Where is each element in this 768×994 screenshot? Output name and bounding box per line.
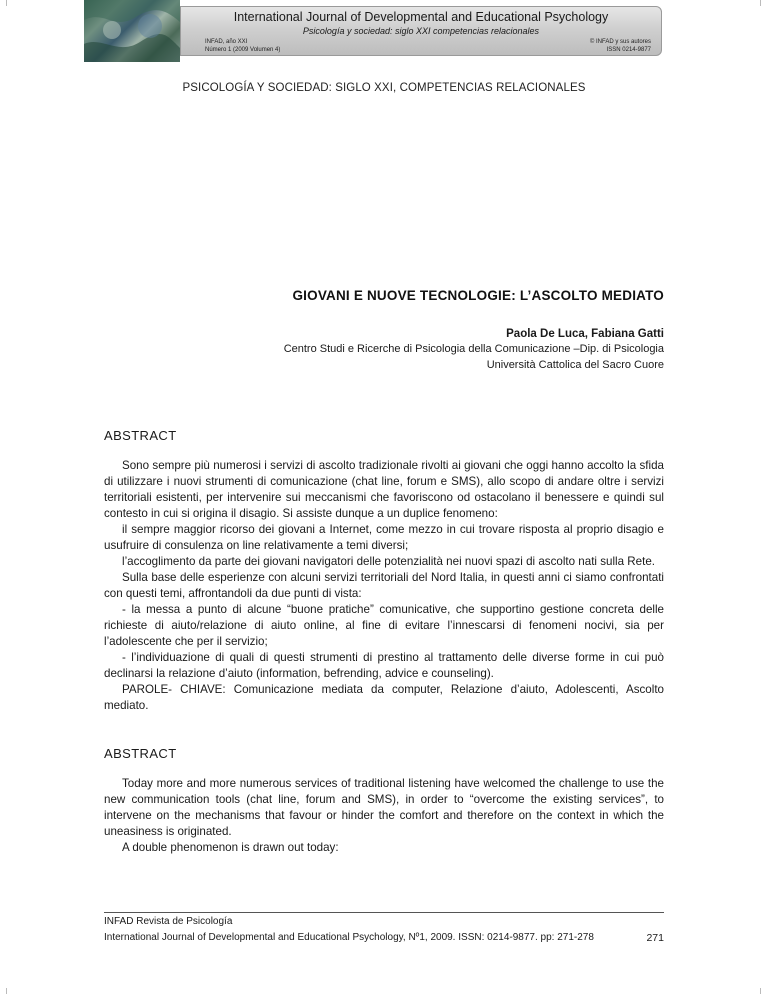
affiliation-line-2: Università Cattolica del Sacro Cuore <box>486 359 664 371</box>
abstract-paragraph: Today more and more numerous services of traditional listening have welcomed the challenge to use the new communication tools (chat line, forum and SMS), in order to “overcome the existing services”, to intervene on the mechanisms that favour or hinder the comfort and therefore on the context in which the uneasiness is originated. <box>104 777 664 838</box>
abstract-heading-en: ABSTRACT <box>104 746 177 761</box>
rights-line-2: ISSN 0214-9877 <box>606 47 651 53</box>
issue-line-1: INFAD, año XXI <box>205 39 248 45</box>
footer-journal-line: INFAD Revista de Psicología <box>104 916 233 927</box>
journal-subtitle: Psicología y sociedad: siglo XXI competencias relacionales <box>302 26 540 36</box>
abstract-paragraph: - la messa a punto di alcune “buone pratiche” comunicative, che supportino gestione concreta delle richieste di aiuto/relazione di aiuto online, al fine di evitare l’innescarsi di fenomeni nocivi, sia per l’adolescente che per il servizio; <box>104 603 664 648</box>
keywords: PAROLE- CHIAVE: Comunicazione mediata da computer, Relazione d’aiuto, Adolescenti, Ascolto mediato. <box>104 683 664 712</box>
crop-mark <box>6 0 7 6</box>
crop-mark <box>760 988 761 994</box>
abstract-paragraph: l’accoglimento da parte dei giovani navigatori delle potenzialità nei nuovi spazi di ascolto nati sulla Rete. <box>122 555 655 568</box>
crop-mark <box>6 988 7 994</box>
abstract-heading-it: ABSTRACT <box>104 428 177 443</box>
article-authors: Paola De Luca, Fabiana Gatti <box>506 328 664 340</box>
abstract-paragraph: Sono sempre più numerosi i servizi di ascolto tradizionale rivolti ai giovani che oggi hanno accolto la sfida di utilizzare i nuovi strumenti di comunicazione (chat line, forum e SMS), allo scopo di andare oltre i servizi territoriali esistenti, per intervenire sui meccanismi che favoriscono od ostacolano il benessere e quindi sul contesto in cui si origina il disagio. Si assiste dunque a un duplice fenomeno: <box>104 459 664 520</box>
affiliation-line-1: Centro Studi e Ricerche di Psicologia della Comunicazione –Dip. di Psicologia <box>283 343 664 355</box>
section-heading: PSICOLOGÍA Y SOCIEDAD: SIGLO XXI, COMPETENCIAS RELACIONALES <box>182 82 586 94</box>
rights-line-1: © INFAD y sus autores <box>589 39 651 45</box>
abstract-paragraph: - l’individuazione di quali di questi strumenti di prestino al trattamento delle diverse forme in cui può declinarsi la relazione d’aiuto (information, befrending, advice e counseling). <box>104 651 664 680</box>
abstract-paragraph: A double phenomenon is drawn out today: <box>122 841 339 854</box>
abstract-paragraph: Sulla base delle esperienze con alcuni servizi territoriali del Nord Italia, in questi anni ci siamo confrontati con questi temi, affrontandoli da due punti di vista: <box>104 571 664 600</box>
footer-citation-line: International Journal of Developmental and Educational Psychology, Nº1, 2009. ISSN: 0214-9877. pp: 271-278 <box>104 932 594 943</box>
journal-title-bar <box>180 6 662 56</box>
abstract-paragraph: il sempre maggior ricorso dei giovani a Internet, come mezzo in cui trovare risposta al proprio disagio e usufruire di consulenza on line relativamente a temi diversi; <box>104 523 664 552</box>
abstract-body-en <box>104 776 664 856</box>
cover-image <box>84 0 180 62</box>
crop-mark <box>760 0 761 6</box>
issue-line-2: Número 1 (2009 Volumen 4) <box>205 47 281 53</box>
footer-rule <box>104 912 664 913</box>
abstract-body-it <box>104 458 664 714</box>
journal-title: International Journal of Developmental and Educational Psychology <box>233 10 609 24</box>
article-title: GIOVANI E NUOVE TECNOLOGIE: L’ASCOLTO MEDIATO <box>292 288 664 303</box>
page-number: 271 <box>646 932 664 944</box>
journal-header <box>84 0 662 62</box>
